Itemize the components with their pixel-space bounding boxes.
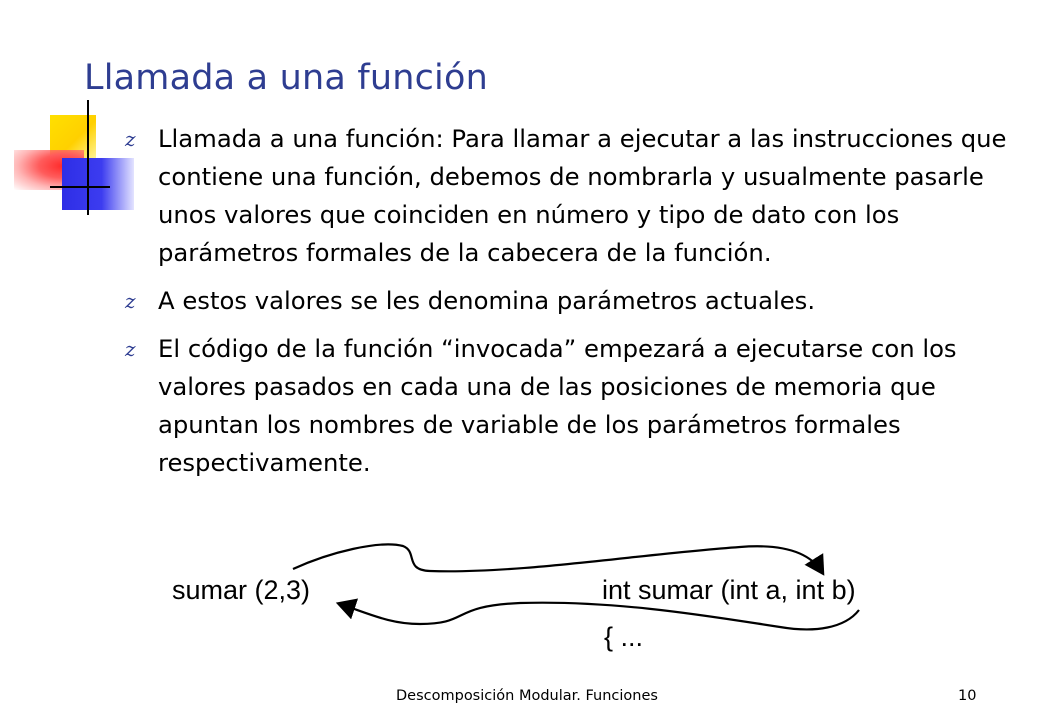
bullet-list <box>125 120 1015 492</box>
function-declaration-code: int sumar (int a, int b) <box>602 575 856 605</box>
bullet-text: El código de la función “invocada” empezará a ejecutarse con los valores pasados en cada una de las posiciones de memoria que apuntan los nombres de variable de los parámetros formales respectivamente. <box>158 334 957 477</box>
slide-title: Llamada a una función <box>84 58 488 98</box>
bullet-item <box>125 282 1015 320</box>
z-bullet-icon: z <box>125 289 136 313</box>
function-body-start-code: { ... <box>604 622 644 652</box>
slide-logo <box>10 100 140 220</box>
bullet-item <box>125 120 1015 272</box>
logo-blue-square <box>62 158 134 210</box>
bullet-item <box>125 330 1015 482</box>
footer-title: Descomposición Modular. Funciones <box>396 688 658 704</box>
z-bullet-icon: z <box>125 337 136 361</box>
return-arrow <box>340 603 859 630</box>
bullet-text: Llamada a una función: Para llamar a ejecutar a las instrucciones que contiene una función, debemos de nombrarla y usualmente pasarle unos valores que coinciden en número y tipo de dato con los parámetros formales de la cabecera de la función. <box>158 124 1007 267</box>
z-bullet-icon: z <box>125 127 136 151</box>
page-number: 10 <box>958 688 977 704</box>
logo-horizontal-line <box>50 186 110 188</box>
bullet-text: A estos valores se les denomina parámetros actuales. <box>158 286 816 315</box>
call-arrow <box>293 544 822 572</box>
function-call-code: sumar (2,3) <box>172 575 311 605</box>
logo-vertical-line <box>87 100 89 215</box>
